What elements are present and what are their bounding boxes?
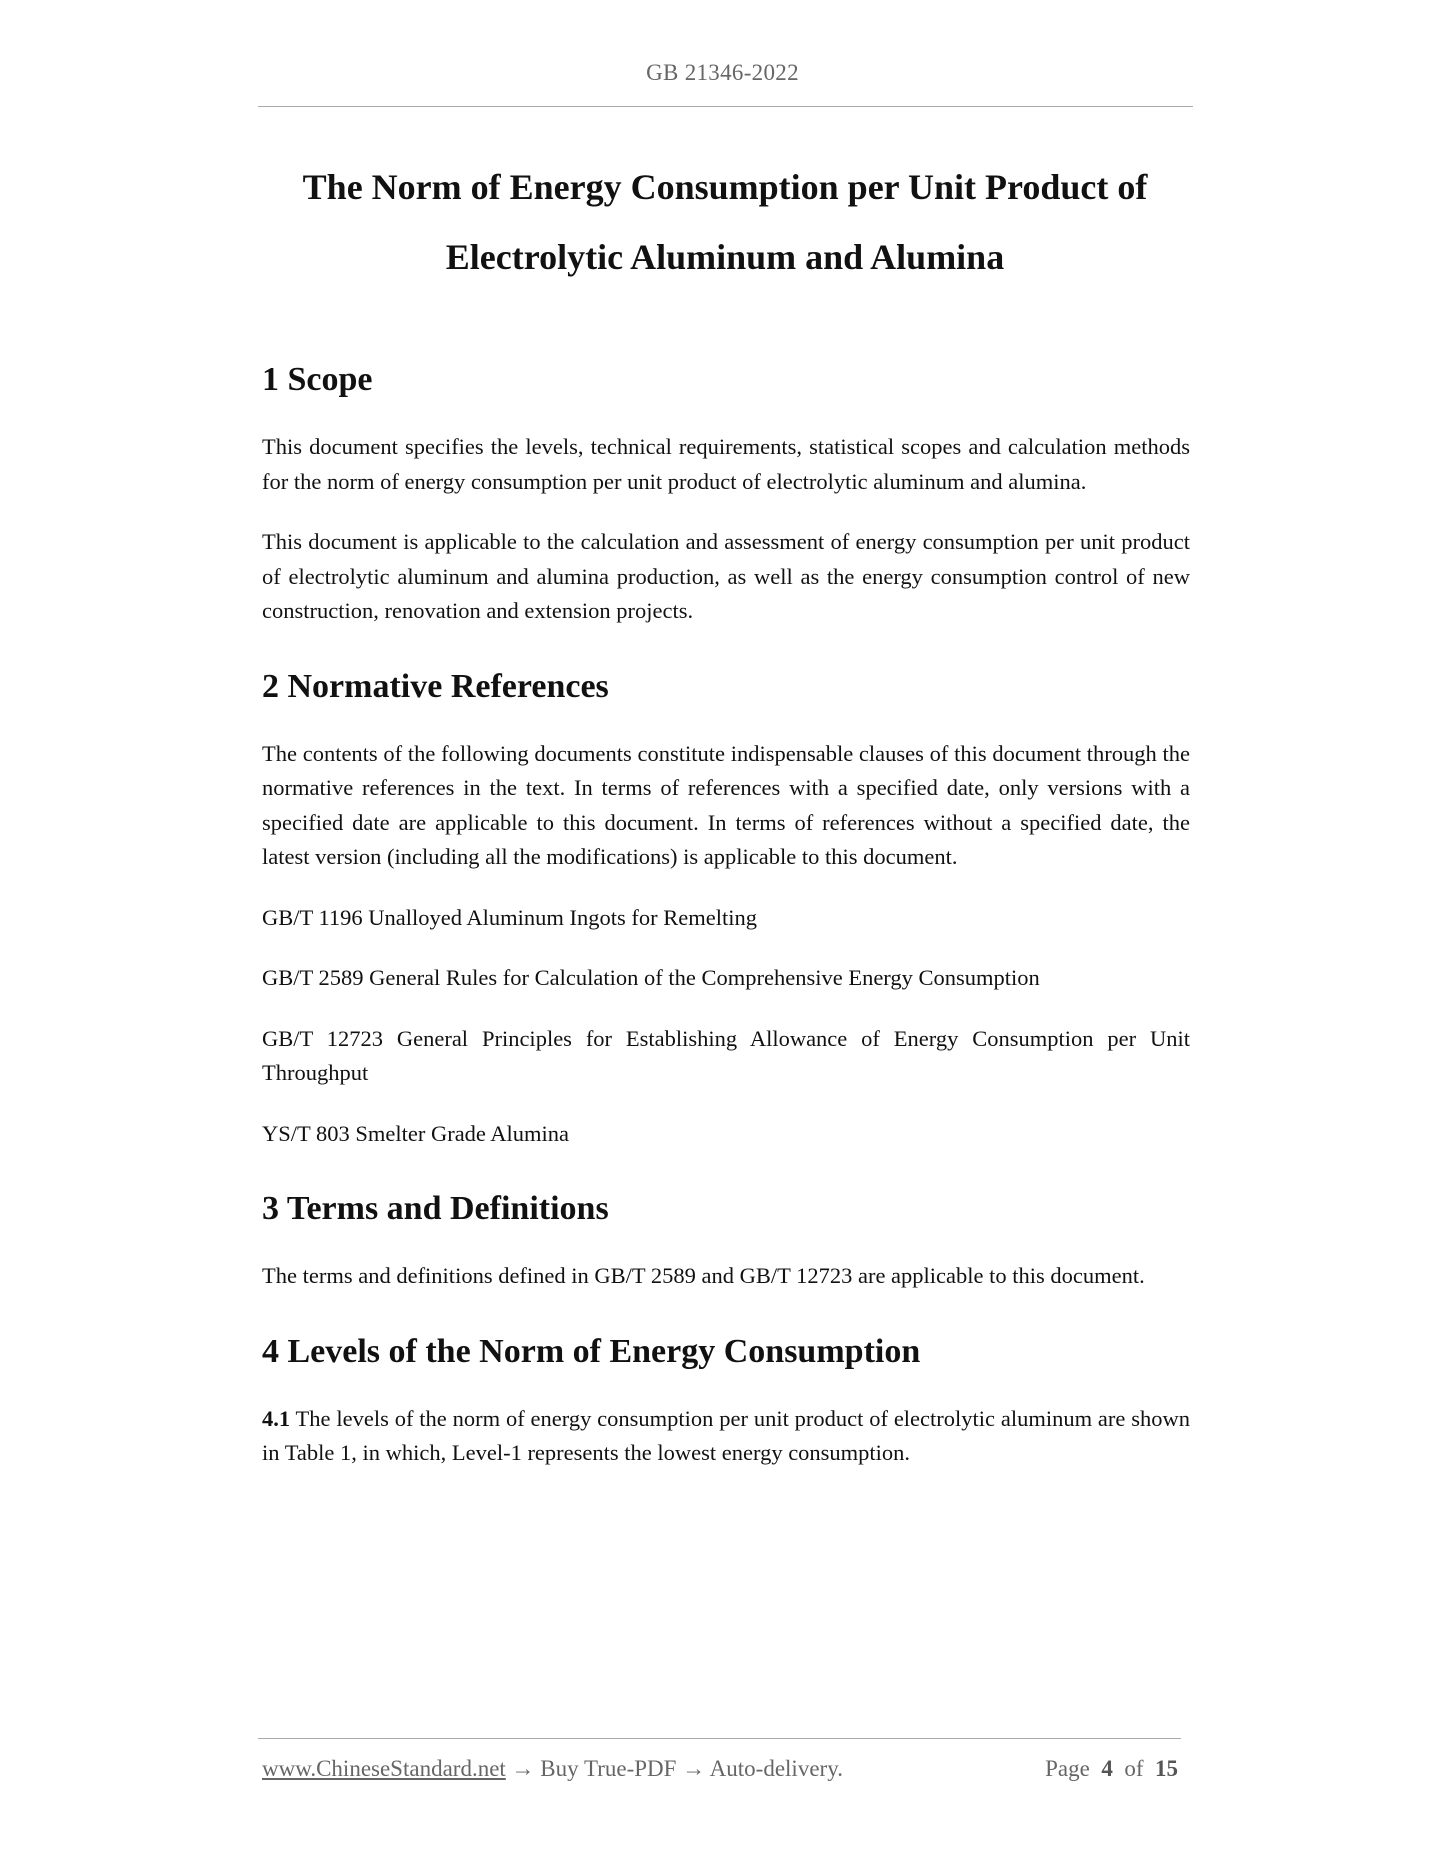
- reference-item: GB/T 12723 General Principles for Establishing Allowance of Energy Consumption per Unit Throughput: [262, 1025, 1190, 1085]
- document-title: [260, 152, 1190, 292]
- reference-item: GB/T 1196 Unalloyed Aluminum Ingots for Remelting: [262, 904, 757, 930]
- reference-item: GB/T 2589 General Rules for Calculation of the Comprehensive Energy Consumption: [262, 965, 1040, 990]
- page-label: Page: [1045, 1756, 1090, 1781]
- section-heading-terms-definitions: 3 Terms and Definitions: [262, 1190, 609, 1227]
- running-header: GB 21346-2022: [646, 60, 799, 85]
- section-heading-scope: 1 Scope: [262, 361, 373, 398]
- terms-paragraph: The terms and definitions defined in GB/T 2589 and GB/T 12723 are applicable to this document.: [262, 1263, 1145, 1288]
- buy-pdf-text: Buy True-PDF: [540, 1756, 677, 1781]
- auto-delivery-text: Auto-delivery.: [709, 1756, 843, 1781]
- current-page: 4: [1101, 1756, 1113, 1781]
- reference-item: YS/T 803 Smelter Grade Alumina: [262, 1120, 570, 1146]
- scope-paragraph-1: This document specifies the levels, technical requirements, statistical scopes and calculation methods for the norm of energy consumption per unit product of electrolytic aluminum and alumina.: [262, 434, 1190, 494]
- title-line-1: The Norm of Energy Consumption per Unit Product of: [302, 167, 1148, 207]
- header-divider: [258, 106, 1193, 107]
- clause-text: The levels of the norm of energy consumption per unit product of electrolytic aluminum are shown in Table 1, in which, Level-1 represents the lowest energy consumption.: [262, 1405, 1190, 1465]
- references-intro-paragraph: The contents of the following documents constitute indispensable clauses of this document through the normative references in the text. In terms of references with a specified date, only versions with a specified date are applicable to this document. In terms of references without a specified date, the latest version (including all the modifications) is applicable to this document.: [262, 740, 1190, 869]
- section-heading-normative-references: 2 Normative References: [262, 667, 609, 705]
- clause-number: 4.1: [262, 1405, 291, 1431]
- of-label: of: [1124, 1756, 1144, 1781]
- page-number: [1045, 1756, 1178, 1782]
- total-pages: 15: [1155, 1756, 1178, 1781]
- clause-4-1: [262, 1402, 1190, 1471]
- arrow-right-icon: →: [682, 1756, 706, 1781]
- footer-promo: [262, 1756, 843, 1782]
- title-line-2: Electrolytic Aluminum and Alumina: [445, 237, 1005, 277]
- section-heading-levels: 4 Levels of the Norm of Energy Consumption: [262, 1332, 921, 1370]
- website-link[interactable]: www.ChineseStandard.net: [262, 1756, 506, 1781]
- footer-divider: [258, 1738, 1181, 1739]
- scope-paragraph-2: This document is applicable to the calculation and assessment of energy consumption per unit product of electrolytic aluminum and alumina production, as well as the energy consumption control of new construction, renovation and extension projects.: [262, 529, 1190, 623]
- document-body: [262, 356, 1190, 1471]
- arrow-right-icon: →: [511, 1756, 535, 1781]
